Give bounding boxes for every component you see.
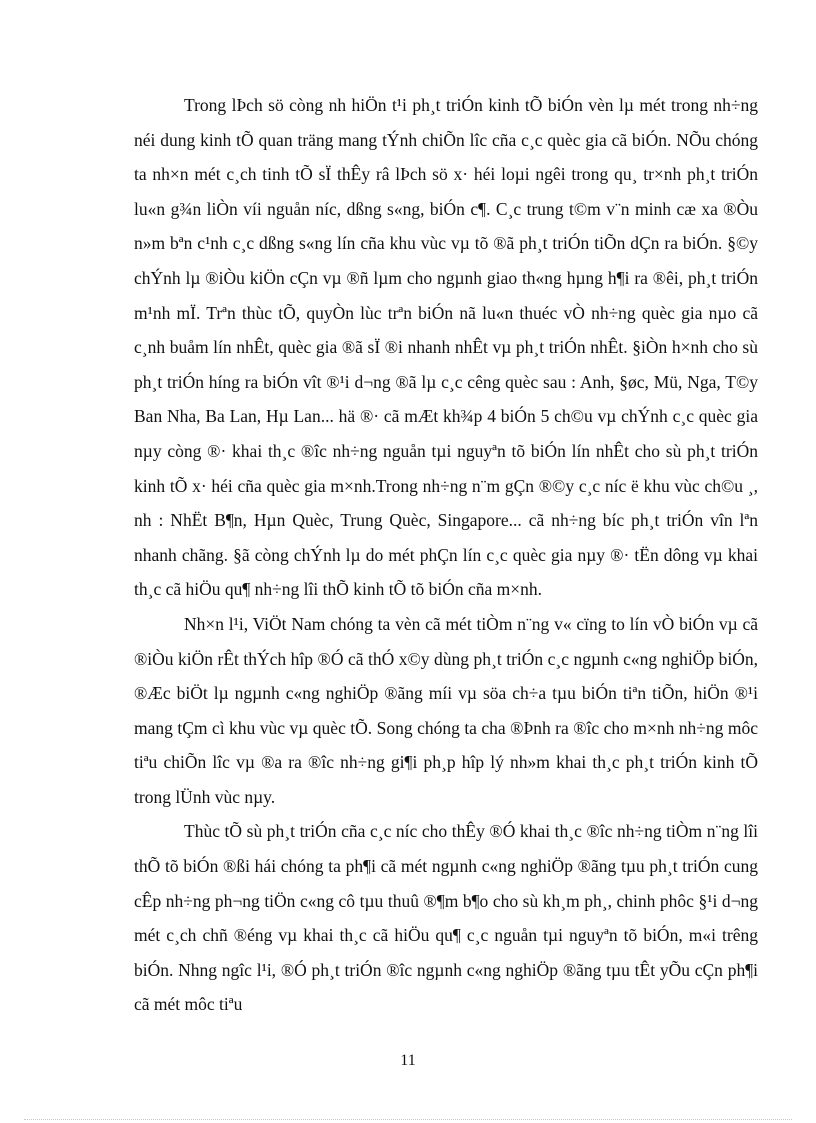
paragraph: Nh×n l¹i, ViÖt Nam chóng ta vèn cã mét tiÒm n¨ng v« cïng to lín vÒ biÓn vµ cã ®iÒu kiÖn rÊt thÝch hîp ®Ó cã thÓ x©y dùng ph¸t triÓn c¸c ngµnh c«ng nghiÖp biÓn, ®Æc biÖt lµ ngµnh c«ng nghiÖp ®ãng míi vµ söa ch÷a tµu biÓn tiªn tiÕn, hiÖn ®¹i mang tÇm cì khu vùc vµ quèc tÕ. Song chóng ta cha ®Þnh ra ®îc cho m×nh nh÷ng môc tiªu chiÕn lîc vµ ®a ra ®îc nh÷ng gi¶i ph¸p hîp lý nh»m khai th¸c ph¸t triÓn kinh tÕ trong lÜnh vùc nµy.	[134, 613, 758, 807]
page-number: 11	[400, 1052, 416, 1069]
paragraph: Thùc tÕ sù ph¸t triÓn cña c¸c níc cho thÊy ®Ó khai th¸c ®îc nh÷ng tiÒm n¨ng lîi thÕ tõ biÓn ®ßi hái chóng ta ph¶i cã mét ngµnh c«ng nghiÖp ®ãng tµu ph¸t triÓn cung cÊp nh÷ng ph¬ng tiÖn c«ng cô tµu thuû ®¶m b¶o cho sù kh¸m ph¸, chinh phôc §¹i d¬ng mét c¸ch chñ ®éng vµ khai th¸c cã hiÖu qu¶ c¸c nguån tµi nguyªn tõ biÓn, m«i trêng biÓn. Nhng ngîc l¹i, ®Ó ph¸t triÓn ®îc ngµnh c«ng nghiÖp ®ãng tµu tÊt yÕu cÇn ph¶i cã mét môc tiªu	[134, 821, 758, 1015]
paragraph: Trong lÞch sö còng nh hiÖn t¹i ph¸t triÓn kinh tÕ biÓn vèn lµ mét trong nh÷ng néi dung kinh tÕ quan träng mang tÝnh chiÕn lîc cña c¸c quèc gia cã biÓn. NÕu chóng ta nh×n mét c¸ch tinh tÕ sÏ thÊy râ lÞch sö x· héi loµi ngêi trong qu¸ tr×nh ph¸t triÓn lu«n g¾n liÒn víi nguån níc, dßng s«ng, biÓn c¶. C¸c trung t©m v¨n minh cæ xa ®Òu n»m bªn c¹nh c¸c dßng s«ng lín cña khu vùc vµ tõ ®ã ph¸t triÓn tiÕn dÇn ra biÓn. §©y chÝnh lµ ®iÒu kiÖn cÇn vµ ®ñ lµm cho ngµnh giao th«ng hµng h¶i ra ®êi, ph¸t triÓn m¹nh mÏ. Trªn thùc tÕ, quyÒn lùc trªn biÓn nã lu«n thuéc vÒ nh÷ng quèc gia nµo cã c¸nh buåm lín nhÊt, quèc gia ®ã sÏ ®i nhanh nhÊt vµ ph¸t triÓn nhÊt. §iÒn h×nh cho sù ph¸t triÓn híng ra biÓn vît ®¹i d¬ng ®ã lµ c¸c cêng quèc sau : Anh, §øc, Mü, Nga, T©y Ban Nha, Ba Lan, Hµ Lan... hä ®· cã mÆt kh¾p 4 biÓn 5 ch©u vµ chÝnh c¸c quèc gia nµy còng ®· khai th¸c ®îc nh÷ng nguån tµi nguyªn tõ biÓn lín nhÊt cho sù ph¸t triÓn kinh tÕ x· héi cña quèc gia m×nh.Trong nh÷ng n¨m gÇn ®©y c¸c níc ë khu vùc ch©u ¸, nh : NhËt B¶n, Hµn Quèc, Trung Quèc, Singapore... cã nh÷ng bíc ph¸t triÓn vîn lªn nhanh chãng. §ã còng chÝnh lµ do mét phÇn lín c¸c quèc gia nµy ®· tËn dông vµ khai th¸c cã hiÖu qu¶ nh÷ng lîi thÕ kinh tÕ tõ biÓn cña m×nh.	[134, 95, 758, 600]
body-text	[134, 88, 758, 1022]
page-divider	[24, 1119, 792, 1120]
